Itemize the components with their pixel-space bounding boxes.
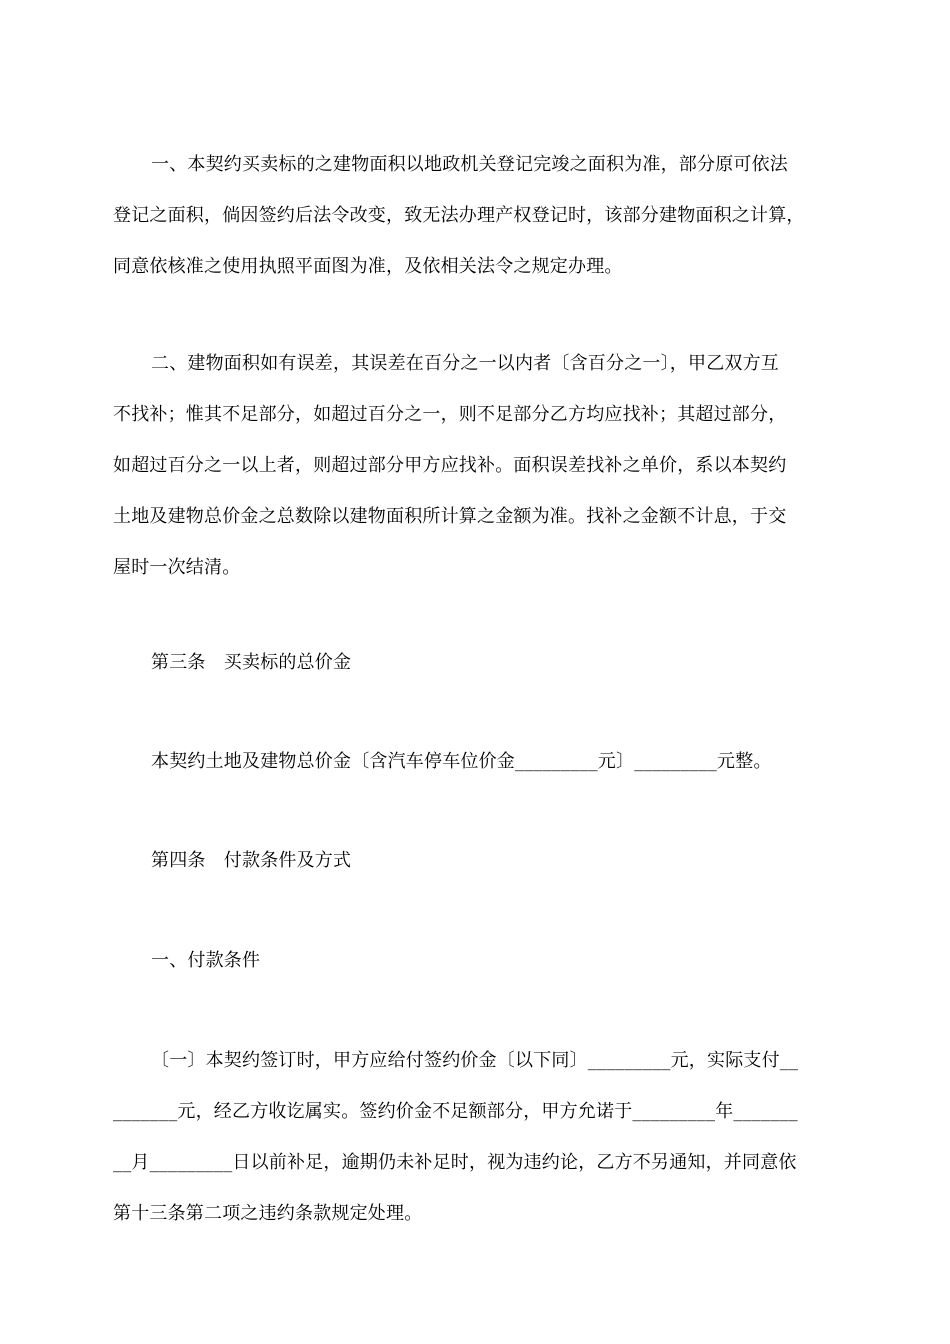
- heading-text: 一、付款条件: [151, 950, 261, 971]
- paragraph-area-error: [113, 338, 843, 593]
- paragraph-line: 屋时一次结清。: [113, 557, 241, 578]
- heading-text: 第四条 付款条件及方式: [151, 850, 352, 871]
- paragraph-line: 第十三条第二项之违约条款规定处理。: [113, 1203, 423, 1224]
- article-3-body: [113, 736, 843, 787]
- paragraph-line: _______元，经乙方收讫属实。签约价金不足额部分，甲方允诺于_________年_______: [113, 1101, 798, 1122]
- paragraph-line: 二、建物面积如有误差，其误差在百分之一以内者〔含百分之一〕，甲乙双方互: [151, 353, 779, 374]
- paragraph-area-measurement: [113, 139, 843, 292]
- paragraph-line: 一、本契约买卖标的之建物面积以地政机关登记完竣之面积为准，部分原可依法: [151, 154, 788, 175]
- paragraph-line: 土地及建物总价金之总数除以建物面积所计算之金额为准。找补之金额不计息，于交: [113, 506, 787, 527]
- heading-text: 第三条 买卖标的总价金: [151, 652, 352, 673]
- paragraph-line: 同意依核准之使用执照平面图为准，及依相关法令之规定办理。: [113, 256, 623, 277]
- paragraph-payment-signing: [113, 1035, 843, 1239]
- article-3-heading: [113, 637, 843, 688]
- paragraph-line: 不找补；惟其不足部分，如超过百分之一，则不足部分乙方均应找补；其超过部分，: [113, 404, 787, 425]
- section-1-heading: [113, 935, 843, 986]
- paragraph-line: 〔一〕本契约签订时，甲方应给付签约价金〔以下同〕_________元，实际支付__: [151, 1050, 799, 1071]
- paragraph-line: 登记之面积，倘因签约后法令改变，致无法办理产权登记时，该部分建物面积之计算，: [113, 205, 805, 226]
- article-4-heading: [113, 835, 843, 886]
- paragraph-line: __月_________日以前补足，逾期仍未补足时，视为违约论，乙方不另通知，并同意依: [113, 1152, 797, 1173]
- total-price-text: 本契约土地及建物总价金〔含汽车停车位价金_________元〕_________元整。: [151, 751, 772, 772]
- paragraph-line: 如超过百分之一以上者，则超过部分甲方应找补。面积误差找补之单价，系以本契约: [113, 455, 787, 476]
